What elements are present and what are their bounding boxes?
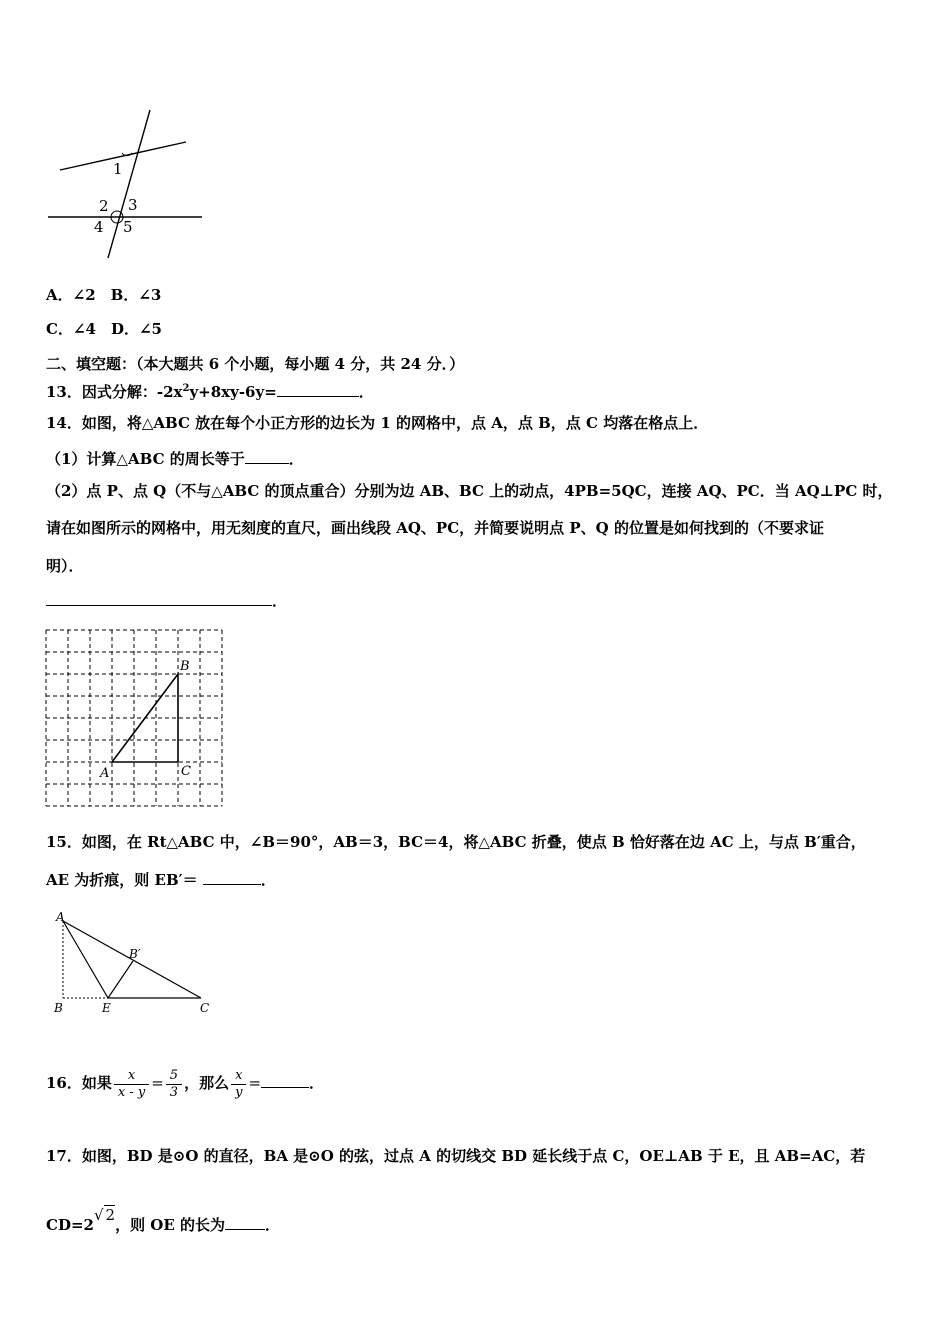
question-14-answer: ．	[46, 591, 287, 611]
vertex-label-B: B	[180, 659, 190, 674]
question-13: 13．因式分解：$-2x^2y+8xy-6y=$ ．	[46, 383, 374, 401]
angle-label: 2	[99, 197, 109, 215]
fraction: $\frac{x}{x - y}$	[114, 1068, 149, 1101]
question-14-part2-line3: 明）．	[46, 557, 84, 575]
vertex-label-B-prime: B′	[129, 947, 141, 961]
question-15-line2: AE 为折痕，则 EB′＝ ．	[46, 871, 276, 889]
fraction: $\frac{5}{3}$	[166, 1068, 182, 1101]
vertex-label-A: A	[100, 766, 110, 781]
vertex-label-C: C	[200, 1001, 210, 1015]
answer-blank[interactable]	[203, 870, 261, 885]
angle-label: 1	[113, 160, 123, 178]
question-17-line2: CD=2√ 2，则 OE 的长为 ．	[46, 1206, 281, 1234]
q12-options-row2: C．∠4 D．∠5	[46, 320, 162, 338]
angle-label: 3	[128, 196, 138, 214]
q12-options-row1: A．∠2 B．∠3	[46, 286, 162, 304]
answer-blank[interactable]	[261, 1073, 309, 1088]
angle-label: 5	[123, 218, 133, 236]
grid-triangle-figure	[44, 628, 228, 810]
vertex-label-E: E	[102, 1001, 111, 1015]
answer-blank[interactable]	[225, 1215, 265, 1230]
question-14-stem: 14．如图，将△ABC 放在每个小正方形的边长为 1 的网格中，点 A，点 B，点 C 均落在格点上．	[46, 414, 709, 432]
answer-blank[interactable]	[245, 449, 289, 464]
question-16: 16．如果 $\frac{x}{x - y}$ = $\frac{5}{3}$ ，那么 $\frac{x}{y}$ = ．	[46, 1067, 325, 1100]
question-15-line1: 15．如图，在 Rt△ABC 中，∠B＝90°，AB＝3，BC＝4，将△ABC 折叠，使点 B 恰好落在边 AC 上，与点 B′重合，	[46, 833, 866, 851]
question-17-line1: 17．如图，BD 是⊙O 的直径，BA 是⊙O 的弦，过点 A 的切线交 BD 延长线于点 C，OE⊥AB 于 E，且 AB=AC，若	[46, 1147, 866, 1165]
vertex-label-B: B	[54, 1001, 63, 1015]
angle-label: 4	[94, 218, 104, 236]
vertex-label-A: A	[56, 910, 65, 924]
fraction: $\frac{x}{y}$	[231, 1068, 246, 1101]
fold-triangle-figure	[46, 906, 218, 1018]
section-heading: 二、填空题：（本大题共 6 个小题，每小题 4 分，共 24 分．）	[46, 355, 465, 373]
question-14-part2-line1: （2）点 P、点 Q（不与△ABC 的顶点重合）分别为边 AB、BC 上的动点，4PB=5QC，连接 AQ、PC．当 AQ⊥PC 时，	[46, 482, 893, 500]
answer-blank[interactable]	[277, 382, 359, 397]
angle-figure	[44, 104, 209, 264]
question-14-part1: （1）计算△ABC 的周长等于 ．	[46, 450, 304, 468]
question-14-part2-line2: 请在如图所示的网格中，用无刻度的直尺，画出线段 AQ、PC，并简要说明点 P、Q 的位置是如何找到的（不要求证	[46, 519, 824, 537]
sqrt-symbol: √ 2	[93, 1206, 116, 1224]
answer-blank[interactable]	[46, 591, 272, 606]
vertex-label-C: C	[181, 764, 191, 779]
